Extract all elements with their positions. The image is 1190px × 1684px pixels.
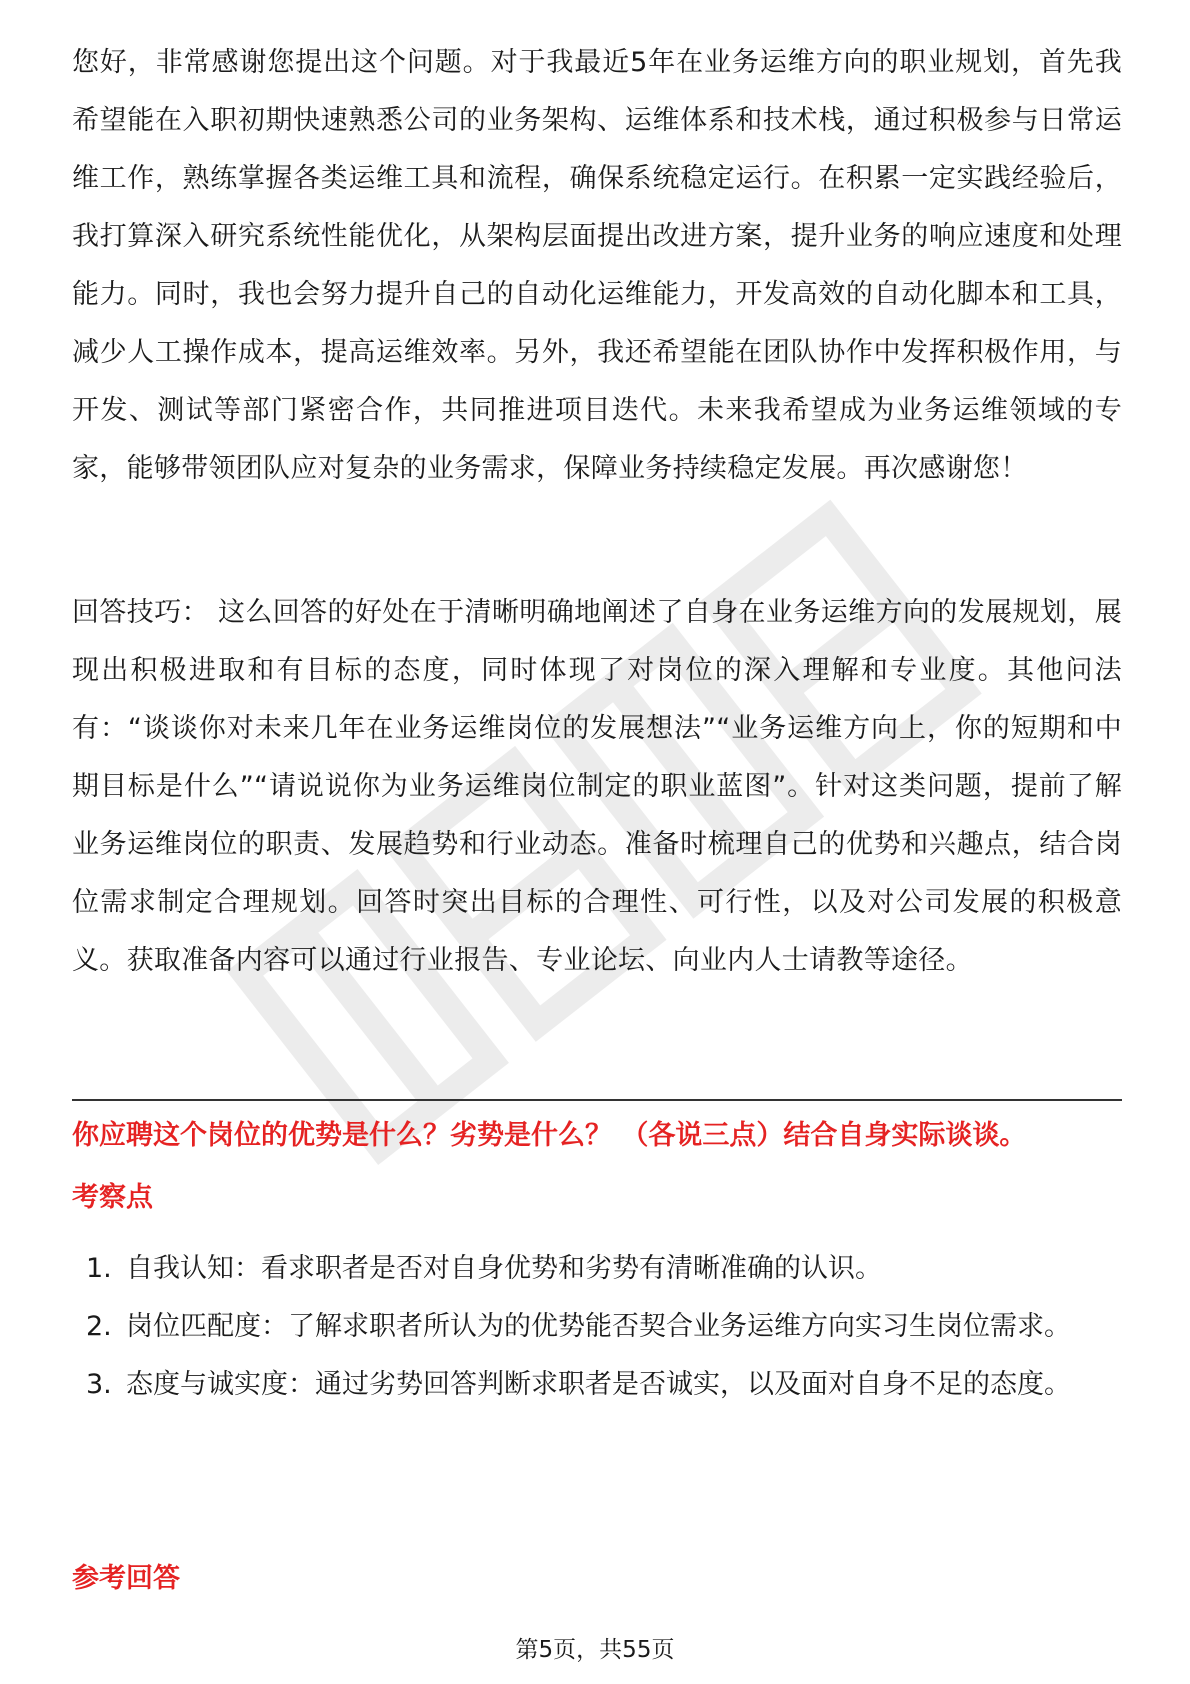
list-item [72, 1240, 1122, 1298]
list-item-number: 3. [86, 1369, 112, 1400]
list-item [72, 1356, 1122, 1414]
list-item-number: 2. [86, 1311, 112, 1342]
section-divider [72, 1099, 1122, 1101]
list-item-number: 1. [86, 1253, 112, 1284]
reference-answer-heading: 参考回答 [72, 1563, 180, 1594]
list-item-text: 岗位匹配度：了解求职者所认为的优势能否契合业务运维方向实习生岗位需求。 [126, 1311, 1071, 1342]
list-item [72, 1298, 1122, 1356]
list-item-text: 态度与诚实度：通过劣势回答判断求职者是否诚实，以及面对自身不足的态度。 [126, 1369, 1071, 1400]
list-item-text: 自我认知：看求职者是否对自身优势和劣势有清晰准确的认识。 [126, 1253, 882, 1284]
exam-points-heading: 考察点 [72, 1182, 153, 1213]
question-heading: 你应聘这个岗位的优势是什么？劣势是什么？ （各说三点）结合自身实际谈谈。 [72, 1120, 1027, 1151]
answer-tips-paragraph: 回答技巧： 这么回答的好处在于清晰明确地阐述了自身在业务运维方向的发展规划，展现出积极进取和有目标的态度，同时体现了对岗位的深入理解和专业度。其他问法有：“谈谈你对未来几年在业务运维岗位的发展想法”“业务运维方向上，你的短期和中期目标是什么”“请说说你为业务运维岗位制定的职业蓝图”。针对这类问题，提前了解业务运维岗位的职责、发展趋势和行业动态。准备时梳理自己的优势和兴趣点，结合岗位需求制定合理规划。回答时突出目标的合理性、可行性，以及对公司发展的积极意义。获取准备内容可以通过行业报告、专业论坛、向业内人士请教等途径。 [72, 597, 1122, 976]
page-footer: 第5页，共55页 [515, 1637, 675, 1663]
exam-points-list [72, 1240, 1122, 1414]
intro-answer-paragraph: 您好，非常感谢您提出这个问题。对于我最近5年在业务运维方向的职业规划，首先我希望能在入职初期快速熟悉公司的业务架构、运维体系和技术栈，通过积极参与日常运维工作，熟练掌握各类运维工具和流程，确保系统稳定运行。在积累一定实践经验后，我打算深入研究系统性能优化，从架构层面提出改进方案，提升业务的响应速度和处理能力。同时，我也会努力提升自己的自动化运维能力，开发高效的自动化脚本和工具，减少人工操作成本，提高运维效率。另外，我还希望能在团队协作中发挥积极作用，与开发、测试等部门紧密合作，共同推进项目迭代。未来我希望成为业务运维领域的专家，能够带领团队应对复杂的业务需求，保障业务持续稳定发展。再次感谢您！ [72, 47, 1122, 484]
